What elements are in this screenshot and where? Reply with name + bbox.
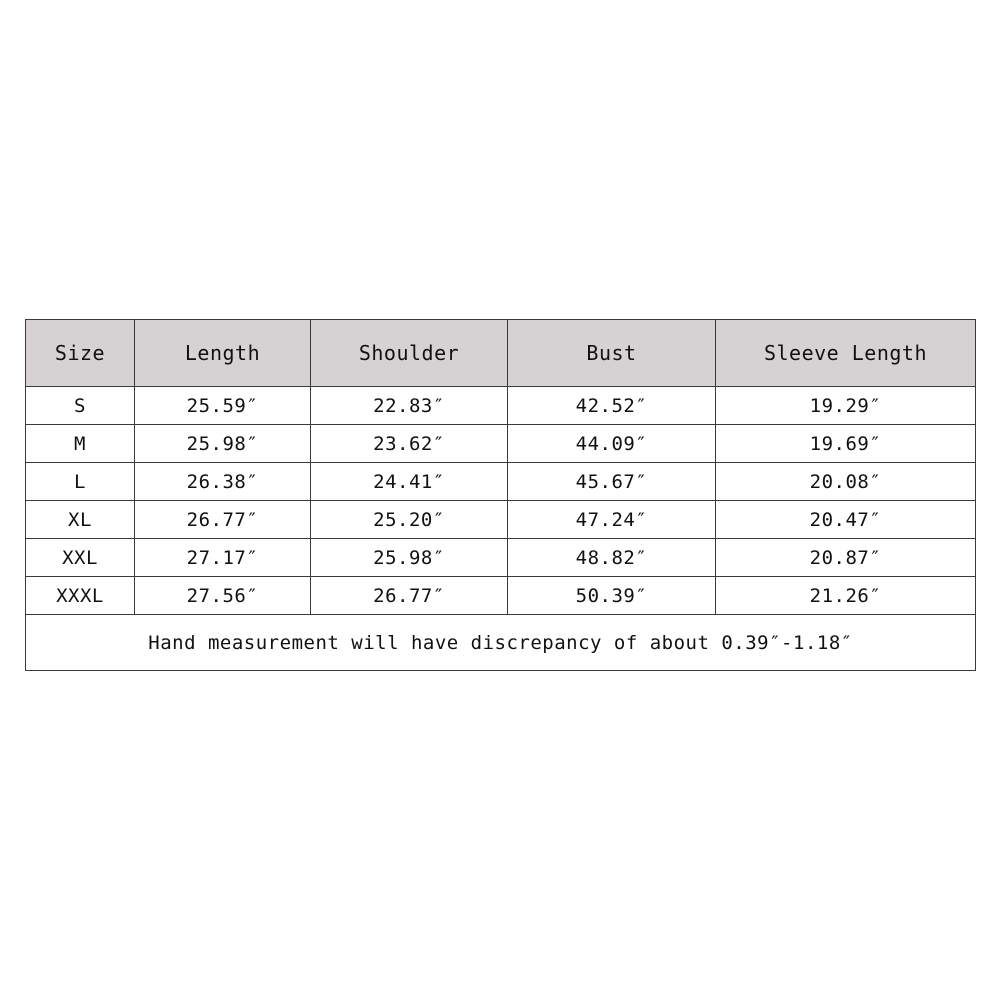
table-row [26,463,976,501]
header-size: Size [26,320,135,387]
cell-bust: 48.82″ [508,539,716,577]
cell-length: 25.59″ [135,387,311,425]
header-length: Length [135,320,311,387]
cell-shoulder: 22.83″ [311,387,508,425]
table-row [26,387,976,425]
cell-sleeve-length: 20.87″ [716,539,976,577]
cell-bust: 44.09″ [508,425,716,463]
cell-shoulder: 25.20″ [311,501,508,539]
cell-shoulder: 24.41″ [311,463,508,501]
cell-bust: 47.24″ [508,501,716,539]
cell-shoulder: 25.98″ [311,539,508,577]
table-row [26,577,976,615]
cell-sleeve-length: 20.08″ [716,463,976,501]
cell-length: 26.38″ [135,463,311,501]
measurement-note: Hand measurement will have discrepancy of about 0.39″-1.18″ [26,615,976,671]
cell-size: S [26,387,135,425]
table-row [26,501,976,539]
cell-size: XXL [26,539,135,577]
cell-sleeve-length: 19.29″ [716,387,976,425]
cell-size: M [26,425,135,463]
header-bust: Bust [508,320,716,387]
header-row [26,320,976,387]
table-row [26,539,976,577]
size-chart-body [26,387,976,615]
header-sleeve-length: Sleeve Length [716,320,976,387]
cell-bust: 50.39″ [508,577,716,615]
table-row [26,425,976,463]
size-chart-table [25,319,976,671]
cell-bust: 42.52″ [508,387,716,425]
cell-sleeve-length: 21.26″ [716,577,976,615]
header-shoulder: Shoulder [311,320,508,387]
cell-bust: 45.67″ [508,463,716,501]
cell-size: XL [26,501,135,539]
cell-size: XXXL [26,577,135,615]
cell-length: 27.56″ [135,577,311,615]
size-chart-footer [26,615,976,671]
cell-size: L [26,463,135,501]
cell-shoulder: 26.77″ [311,577,508,615]
cell-length: 26.77″ [135,501,311,539]
cell-sleeve-length: 19.69″ [716,425,976,463]
cell-length: 27.17″ [135,539,311,577]
size-chart-header [26,320,976,387]
footnote-row [26,615,976,671]
cell-length: 25.98″ [135,425,311,463]
cell-shoulder: 23.62″ [311,425,508,463]
cell-sleeve-length: 20.47″ [716,501,976,539]
